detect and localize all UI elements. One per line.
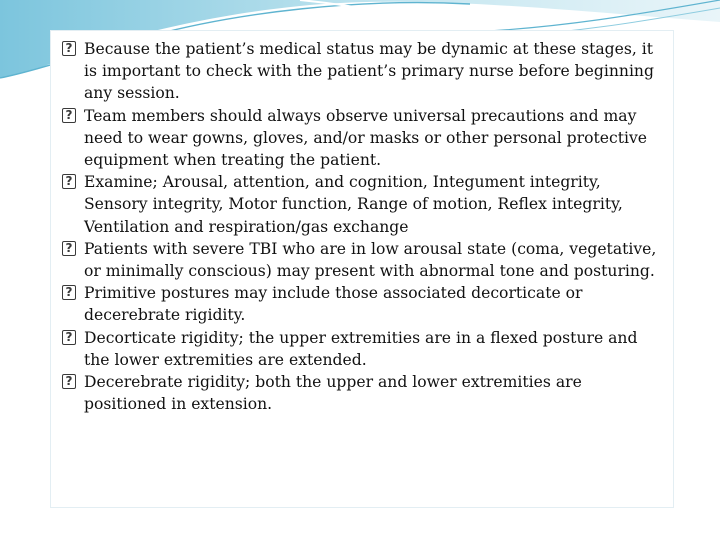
missing-glyph-box-icon: [62, 285, 76, 300]
missing-glyph-box-icon: [62, 330, 76, 345]
bullet-text: Team members should always observe universal precautions and may need to wear gowns, gloves, and/or masks or other personal protective equipment when treating the patient.: [84, 106, 648, 170]
missing-glyph-box-icon: [62, 241, 76, 256]
bullet-text: Patients with severe TBI who are in low arousal state (coma, vegetative, or minimally conscious) may present with abnormal tone and posturing.: [84, 239, 657, 281]
bullet-item: [62, 238, 662, 282]
missing-glyph-box-icon: [62, 374, 76, 389]
bullet-item: [62, 105, 662, 172]
missing-glyph-box-icon: [62, 41, 76, 56]
bullet-text: Because the patient’s medical status may be dynamic at these stages, it is important to check with the patient’s primary nurse before beginning any session.: [84, 40, 654, 103]
bullet-item: [62, 327, 662, 371]
bullet-item: [62, 371, 662, 415]
bullet-text: Primitive postures may include those associated decorticate or decerebrate rigidity.: [84, 284, 583, 325]
swoosh-highlight: [300, 0, 470, 32]
bullet-text: Decorticate rigidity; the upper extremities are in a flexed posture and the lower extremities are extended.: [84, 328, 638, 369]
missing-glyph-box-icon: [62, 174, 76, 189]
bullet-item: [62, 38, 662, 105]
bullet-item: [62, 282, 662, 326]
bullet-text: Examine; Arousal, attention, and cognition, Integument integrity, Sensory integrity, Motor function, Range of motion, Reflex integrity, Ventilation and respiration/gas exchange: [84, 173, 623, 236]
bullet-item: [62, 171, 662, 238]
bullet-list: [62, 38, 662, 415]
missing-glyph-box-icon: [62, 108, 76, 123]
bullet-text: Decerebrate rigidity; both the upper and lower extremities are positioned in extension.: [84, 373, 582, 414]
